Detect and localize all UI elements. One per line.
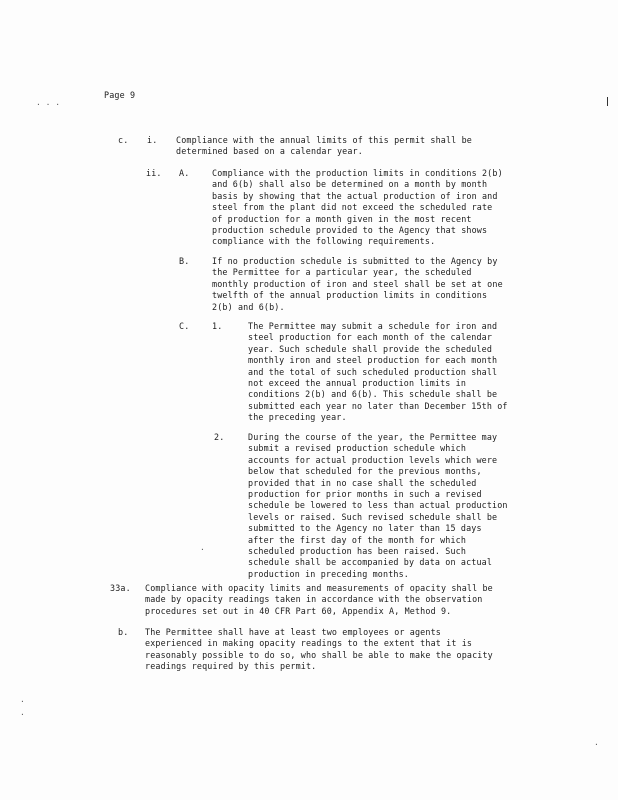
item-ii-b-label: B.: [179, 256, 190, 266]
item-ii-c-label: C.: [179, 321, 190, 331]
section-b-label: b.: [118, 627, 129, 637]
item-ii-a-text: Compliance with the production limits in conditions 2(b) and 6(b) shall also be determined on a month by month basis by showing that the actual production of iron and steel from the plant did not exceed the scheduled rate of production for a month given in the most recent production schedule provided to the Agency that shows compliance with the following requirements.: [212, 168, 503, 247]
section-33a-label: 33a.: [110, 583, 131, 593]
item-i-label: i.: [147, 135, 158, 145]
corner-mark: ·: [594, 740, 599, 749]
item-ii-c-2-text: During the course of the year, the Permittee may submit a revised production schedule which accounts for actual production levels which were below that scheduled for the previous months, provided that in no case shall the scheduled production for prior months in such a revised schedule be lowered to less than actual production levels or raised. Such revised schedule shall be submitted to the Agency no later than 15 days after the first day of the month for which scheduled production has been raised. Such schedule shall be accompanied by data on actual production in preceding months.: [248, 432, 508, 579]
section-b-text: The Permittee shall have at least two employees or agents experienced in making opacity readings to the extent that it is reasonably possible to do so, who shall be able to make the opacity readings required by this permit.: [145, 627, 493, 672]
margin-mark: · · ·: [36, 100, 61, 109]
item-ii-a-label: A.: [179, 168, 190, 178]
margin-mark-lower: ·: [20, 697, 25, 706]
item-ii-label: ii.: [146, 168, 162, 178]
section-c-label: c.: [118, 135, 129, 145]
item-ii-c-1-text: The Permittee may submit a schedule for iron and steel production for each month of the calendar year. Such schedule shall provide the scheduled monthly iron and steel production for each month and the total of such scheduled production shall not exceed the annual production limits in conditions 2(b) and 6(b). This schedule shall be submitted each year no later than December 15th of the preceding year.: [248, 321, 508, 423]
stray-mark: .: [200, 543, 205, 552]
item-ii-c-1-label: 1.: [212, 321, 223, 331]
page-number: Page 9: [104, 90, 136, 100]
section-33a-text: Compliance with opacity limits and measurements of opacity shall be made by opacity readings taken in accordance with the observation procedures set out in 40 CFR Part 60, Appendix A, Method 9.: [145, 583, 493, 616]
item-ii-b-text: If no production schedule is submitted to the Agency by the Permittee for a particular year, the scheduled monthly production of iron and steel shall be set at one twelfth of the annual production limits in conditions 2(b) and 6(b).: [212, 256, 503, 312]
item-i-text: Compliance with the annual limits of this permit shall be determined based on a calendar year.: [176, 135, 472, 157]
item-ii-c-2-label: 2.: [214, 432, 225, 442]
edge-mark: [607, 97, 608, 106]
margin-mark-lower-2: ·: [20, 710, 25, 719]
